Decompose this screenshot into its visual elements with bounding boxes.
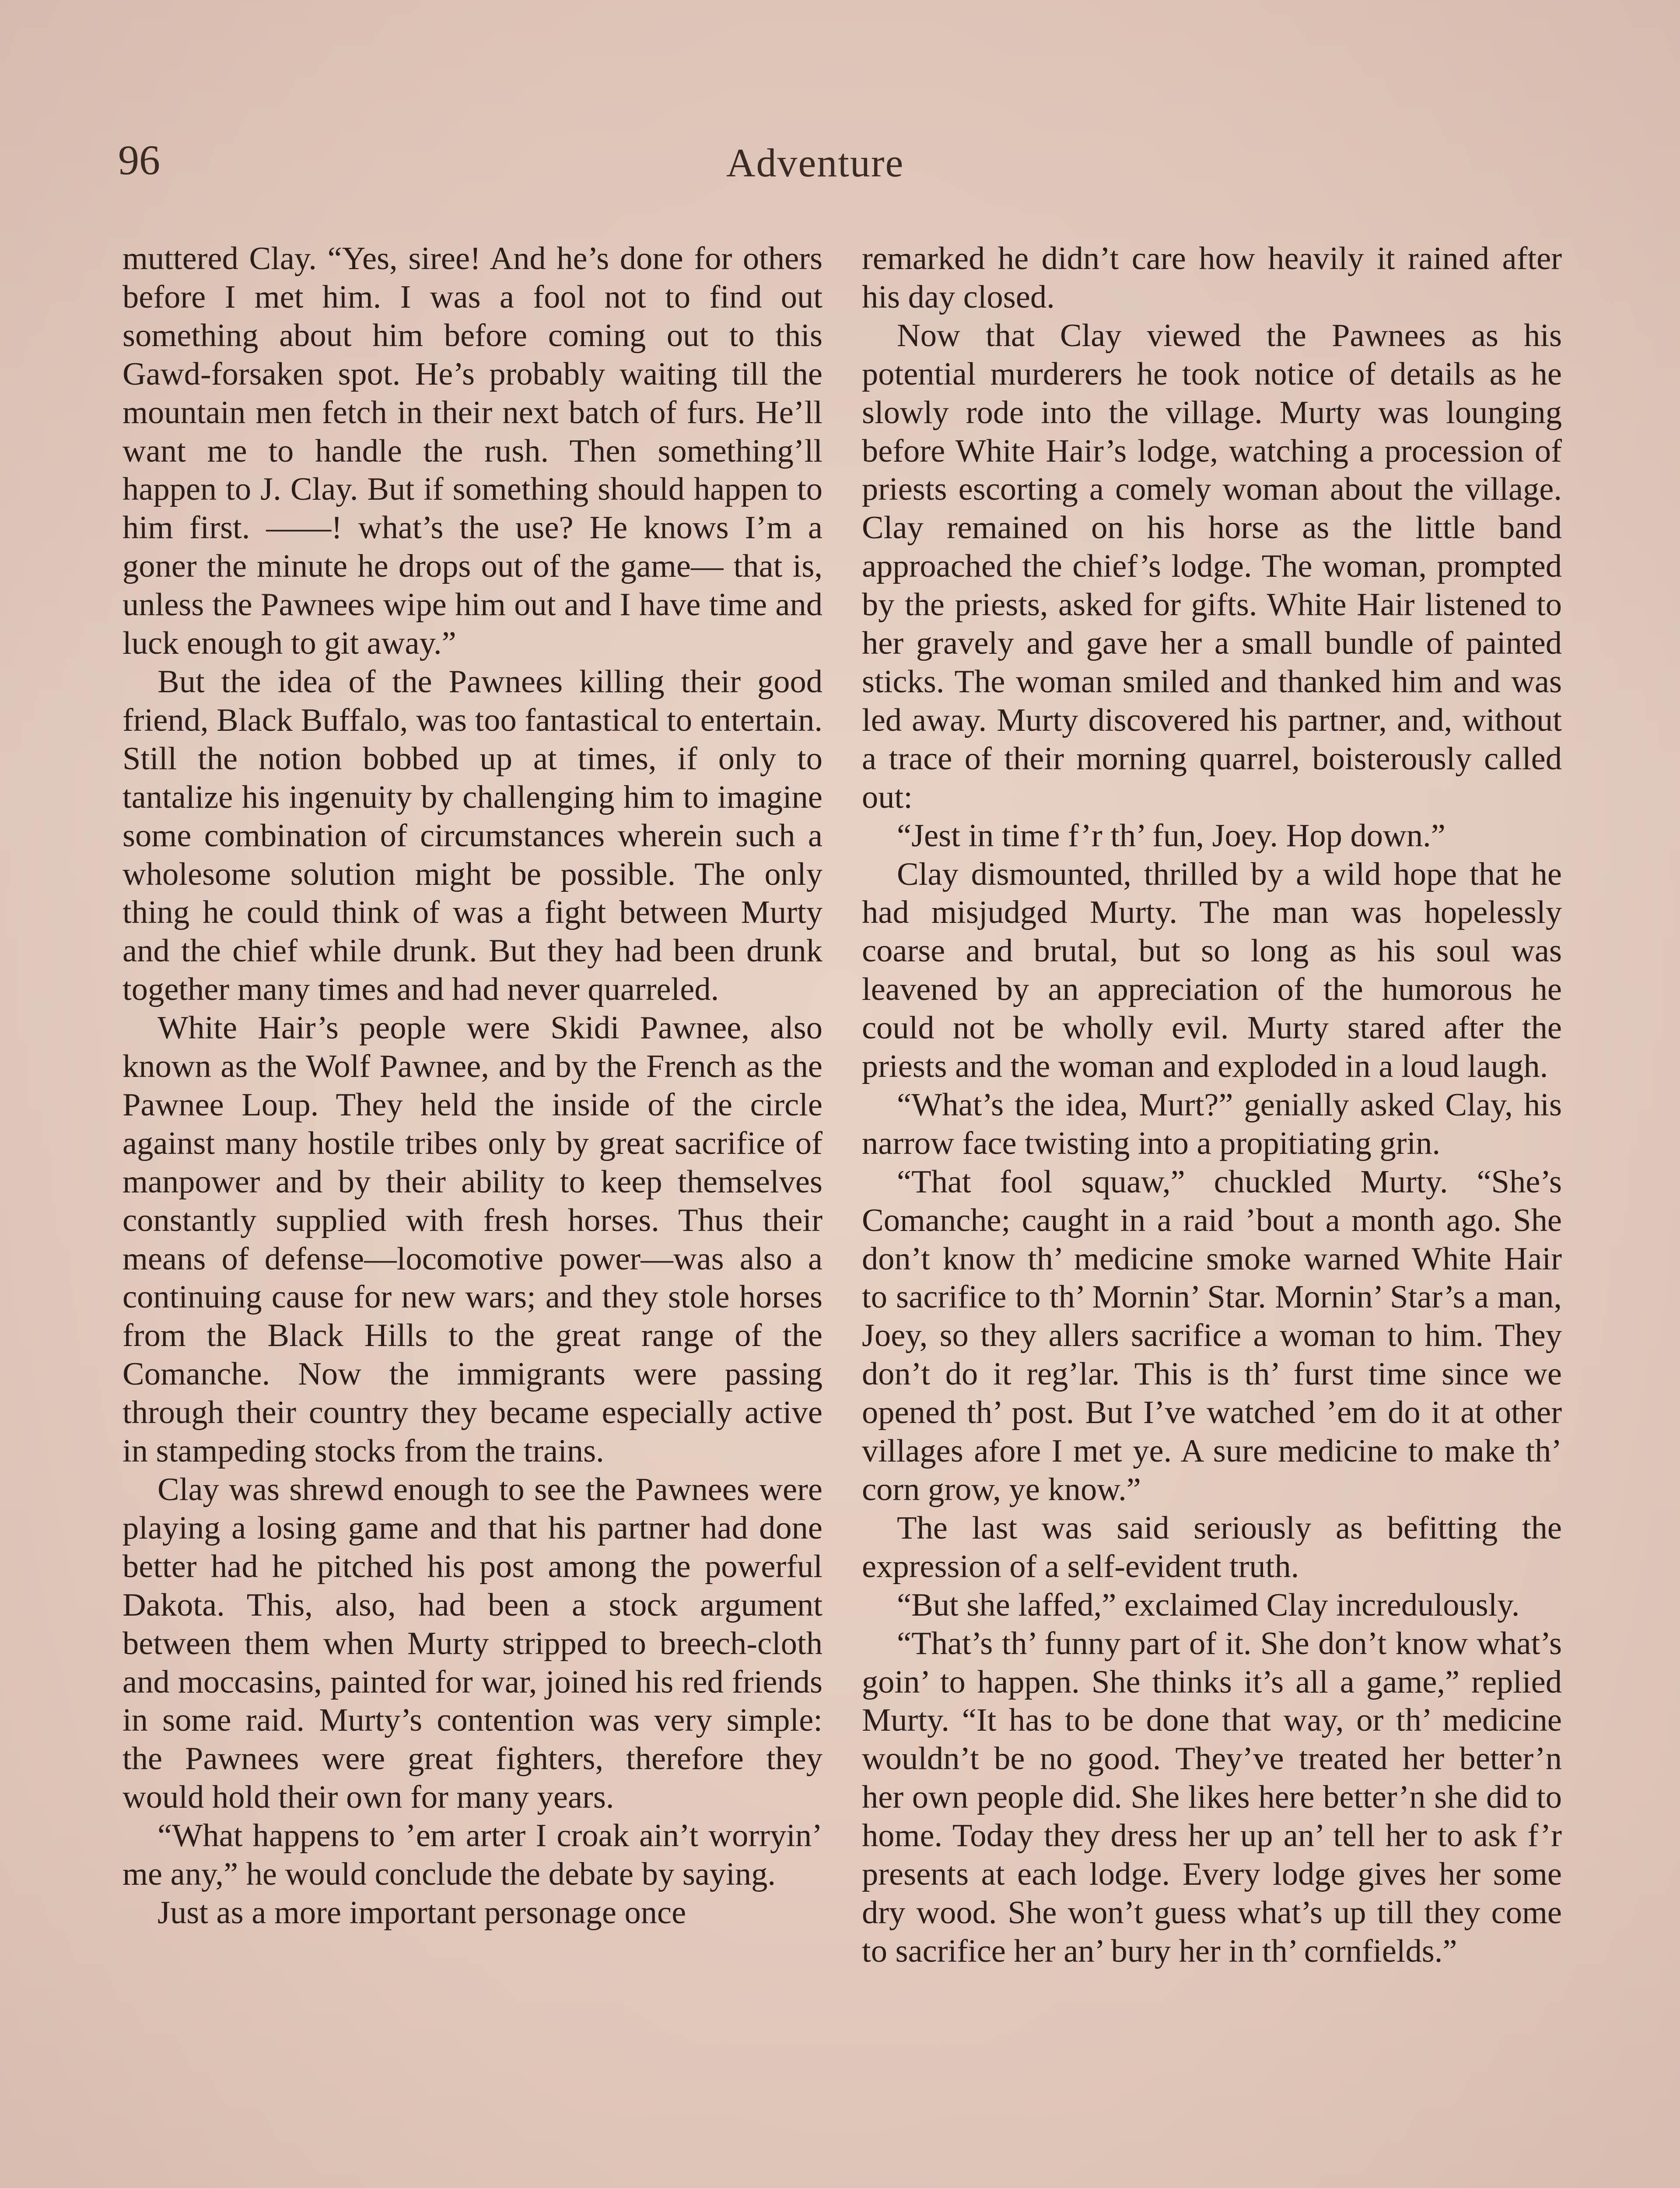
paragraph: muttered Clay. “Yes, siree! And he’s done for others before I met him. I was a fool not to find out something about him before coming out to this Gawd-forsaken spot. He’s probably waiting till the mountain men fetch in their next batch of furs. He’ll want me to handle the rush. Then something’ll happen to J. Clay. But if something should happen to him first. ——! what’s the use? He knows I’m a goner the minute he drops out of the game— that is, unless the Pawnees wipe him out and I have time and luck enough to git away.” (122, 241, 822, 662)
paragraph: “What happens to ’em arter I croak ain’t worryin’ me any,” he would conclude the debate by saying. (122, 1818, 822, 1893)
right-text-column (862, 240, 1562, 1971)
left-text-column (122, 240, 822, 1932)
paragraph: Clay was shrewd enough to see the Pawnees were playing a losing game and that his partner had done better had he pitched his post among the powerful Dakota. This, also, had been a stock argument between them when Murty stripped to breech-cloth and moccasins, painted for war, joined his red friends in some raid. Murty’s contention was very simple: the Pawnees were great fighters, therefore they would hold their own for many years. (122, 1472, 822, 1816)
paragraph: “That’s th’ funny part of it. She don’t know what’s goin’ to happen. She thinks it’s all a game,” replied Murty. “It has to be done that way, or th’ medicine wouldn’t be no good. They’ve treated her better’n her own people did. She likes here better’n she did to home. Today they dress her up an’ tell her to ask f’r presents at each lodge. Every lodge gives her some dry wood. She won’t guess what’s up till they come to sacrifice her an’ bury her in th’ cornfields.” (862, 1625, 1562, 1969)
paragraph: remarked he didn’t care how heavily it rained after his day closed. (862, 241, 1562, 315)
paragraph: “That fool squaw,” chuckled Murty. “She’s Comanche; caught in a raid ’bout a month ago. She don’t know th’ medicine smoke warned White Hair to sacrifice to th’ Mornin’ Star. Mornin’ Star’s a man, Joey, so they allers sacrifice a woman to him. They don’t do it reg’lar. This is th’ furst time since we opened th’ post. But I’ve watched ’em do it at other villages afore I met ye. A sure medicine to make th’ corn grow, ye know.” (862, 1164, 1562, 1508)
paragraph: Clay dismounted, thrilled by a wild hope that he had misjudged Murty. The man was hopelessly coarse and brutal, but so long as his soul was leavened by an appreciation of the humorous he could not be wholly evil. Murty stared after the priests and the woman and exploded in a loud laugh. (862, 856, 1562, 1085)
paragraph: White Hair’s people were Skidi Pawnee, also known as the Wolf Pawnee, and by the French as the Pawnee Loup. They held the inside of the circle against many hostile tribes only by great sacrifice of manpower and by their ability to keep themselves constantly supplied with fresh horses. Thus their means of defense—locomotive power—was also a continuing cause for new wars; and they stole horses from the Black Hills to the great range of the Comanche. Now the immigrants were passing through their country they became especially active in stampeding stocks from the trains. (122, 1010, 822, 1469)
paragraph: “But she laffed,” exclaimed Clay incredulously. (897, 1587, 1520, 1623)
running-head-title: Adventure (726, 140, 904, 185)
paragraph: The last was said seriously as befitting the expression of a self-evident truth. (862, 1510, 1562, 1585)
paragraph: “What’s the idea, Murt?” genially asked Clay, his narrow face twisting into a propitiating grin. (862, 1087, 1562, 1161)
paragraph: “Jest in time f’r th’ fun, Joey. Hop down.” (897, 817, 1446, 854)
paragraph: But the idea of the Pawnees killing their good friend, Black Buffalo, was too fantastical to entertain. Still the notion bobbed up at times, if only to tantalize his ingenuity by challenging him to imagine some combination of circumstances wherein such a wholesome solution might be possible. The only thing he could think of was a fight between Murty and the chief while drunk. But they had been drunk together many times and had never quarreled. (122, 663, 822, 1008)
page-number: 96 (118, 137, 160, 183)
paragraph: Just as a more important personage once (158, 1894, 686, 1931)
paragraph: Now that Clay viewed the Pawnees as his potential murderers he took notice of details as he slowly rode into the village. Murty was lounging before White Hair’s lodge, watching a procession of priests escorting a comely woman about the village. Clay remained on his horse as the little band approached the chief’s lodge. The woman, prompted by the priests, asked for gifts. White Hair listened to her gravely and gave her a small bundle of painted sticks. The woman smiled and thanked him and was led away. Murty discovered his partner, and, without a trace of their morning quarrel, boisterously called out: (862, 317, 1562, 815)
